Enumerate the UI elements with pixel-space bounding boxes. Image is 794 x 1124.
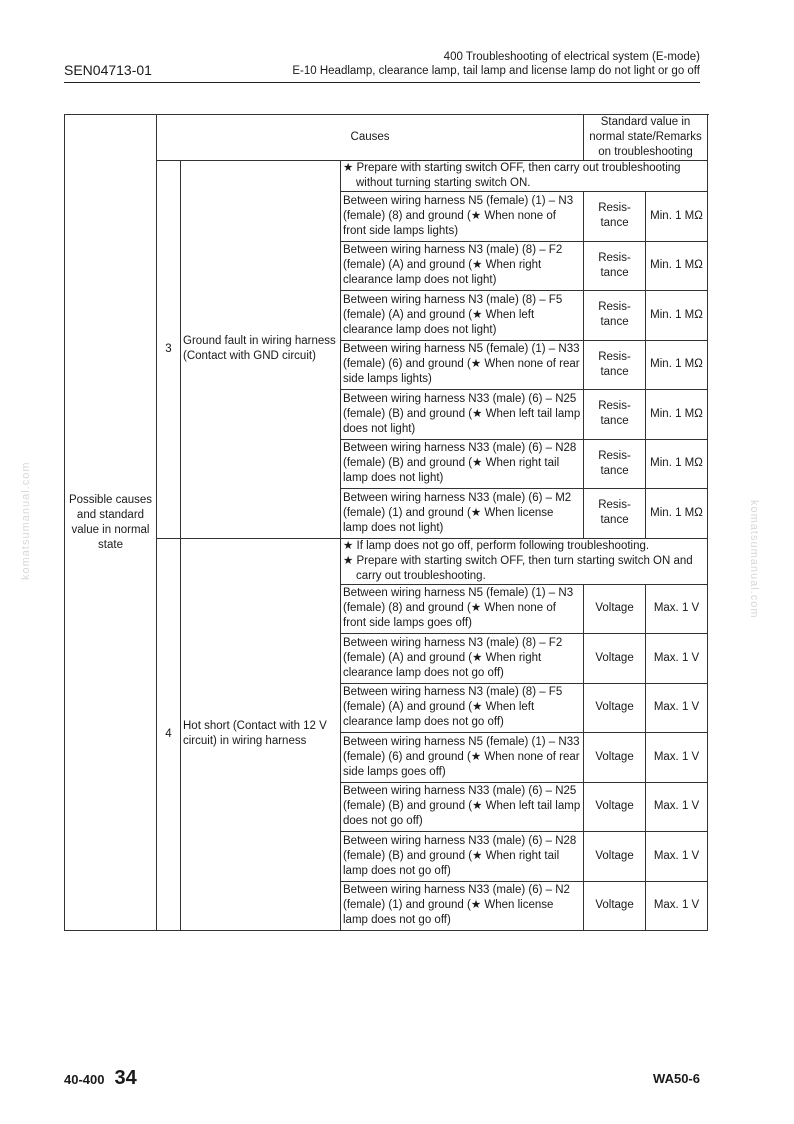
note-row <box>65 161 708 192</box>
cause-number: 4 <box>157 538 181 931</box>
header-rule <box>64 82 700 83</box>
note-row <box>65 538 708 584</box>
check-item: Resis- tance <box>584 192 646 242</box>
standard-value-header: Standard value in normal state/Remarks on troubleshooting <box>584 115 708 161</box>
troubleshooting-note: ★ Prepare with starting switch OFF, then turn starting switch ON and carry out troubleshooting. <box>343 554 693 582</box>
check-item: Voltage <box>584 782 646 832</box>
check-description: Between wiring harness N5 (female) (1) – N3 (female) (8) and ground (★ When none of front side lamps lights) <box>341 192 584 242</box>
check-value: Max. 1 V <box>646 683 708 733</box>
check-value: Min. 1 MΩ <box>646 390 708 440</box>
check-item: Resis- tance <box>584 489 646 539</box>
check-item: Voltage <box>584 683 646 733</box>
check-item: Resis- tance <box>584 390 646 440</box>
check-description: Between wiring harness N33 (male) (6) – N28 (female) (B) and ground (★ When right tail lamp does not go off) <box>341 832 584 882</box>
check-item: Resis- tance <box>584 439 646 489</box>
troubleshooting-table <box>64 114 708 931</box>
check-value: Max. 1 V <box>646 733 708 783</box>
page-prefix: 40-400 <box>64 1072 105 1087</box>
page-number <box>64 1067 137 1090</box>
check-description: Between wiring harness N3 (male) (8) – F5 (female) (A) and ground (★ When left clearance lamp does not light) <box>341 291 584 341</box>
troubleshooting-note-cell <box>341 161 708 192</box>
row-label-cell: Possible causes and standard value in normal state <box>65 115 157 931</box>
check-description: Between wiring harness N33 (male) (6) – N2 (female) (1) and ground (★ When license lamp does not go off) <box>341 881 584 931</box>
cause-description: Ground fault in wiring harness (Contact with GND circuit) <box>181 161 341 539</box>
troubleshooting-note-cell <box>341 538 708 584</box>
check-item: Resis- tance <box>584 340 646 390</box>
check-item: Voltage <box>584 881 646 931</box>
check-description: Between wiring harness N5 (female) (1) – N33 (female) (6) and ground (★ When none of rear side lamps lights) <box>341 340 584 390</box>
check-item: Resis- tance <box>584 241 646 291</box>
check-value: Max. 1 V <box>646 881 708 931</box>
check-item: Voltage <box>584 832 646 882</box>
check-value: Max. 1 V <box>646 832 708 882</box>
page-subtitle: E-10 Headlamp, clearance lamp, tail lamp and license lamp do not light or go off <box>292 65 700 77</box>
table-header-row <box>65 115 708 161</box>
section-title: 400 Troubleshooting of electrical system (E-mode) <box>443 51 700 63</box>
check-description: Between wiring harness N5 (female) (1) – N33 (female) (6) and ground (★ When none of rear side lamps goes off) <box>341 733 584 783</box>
check-description: Between wiring harness N33 (male) (6) – M2 (female) (1) and ground (★ When license lamp does not light) <box>341 489 584 539</box>
causes-header: Causes <box>157 115 584 161</box>
check-value: Min. 1 MΩ <box>646 439 708 489</box>
check-value: Min. 1 MΩ <box>646 291 708 341</box>
cause-number: 3 <box>157 161 181 539</box>
check-value: Min. 1 MΩ <box>646 340 708 390</box>
check-description: Between wiring harness N33 (male) (6) – N28 (female) (B) and ground (★ When right tail lamp does not light) <box>341 439 584 489</box>
cause-description: Hot short (Contact with 12 V circuit) in wiring harness <box>181 538 341 931</box>
header-block <box>292 50 700 78</box>
check-item: Voltage <box>584 733 646 783</box>
watermark-right: komatsumanual.com <box>748 500 760 619</box>
check-value: Max. 1 V <box>646 782 708 832</box>
check-item: Voltage <box>584 634 646 684</box>
page-num: 34 <box>114 1067 137 1089</box>
check-value: Max. 1 V <box>646 634 708 684</box>
document-code: SEN04713-01 <box>64 62 152 78</box>
check-description: Between wiring harness N33 (male) (6) – N25 (female) (B) and ground (★ When left tail lamp does not light) <box>341 390 584 440</box>
check-description: Between wiring harness N3 (male) (8) – F2 (female) (A) and ground (★ When right clearance lamp does not light) <box>341 241 584 291</box>
troubleshooting-note: ★ If lamp does not go off, perform following troubleshooting. <box>343 539 650 552</box>
check-description: Between wiring harness N33 (male) (6) – N25 (female) (B) and ground (★ When left tail lamp does not go off) <box>341 782 584 832</box>
watermark-left: komatsumanual.com <box>20 461 32 580</box>
check-description: Between wiring harness N3 (male) (8) – F2 (female) (A) and ground (★ When right clearance lamp does not go off) <box>341 634 584 684</box>
troubleshooting-note: ★ Prepare with starting switch OFF, then carry out troubleshooting without turning starting switch ON. <box>343 162 681 189</box>
check-value: Min. 1 MΩ <box>646 241 708 291</box>
check-description: Between wiring harness N3 (male) (8) – F5 (female) (A) and ground (★ When left clearance lamp does not go off) <box>341 683 584 733</box>
model-code: WA50-6 <box>653 1071 700 1086</box>
check-description: Between wiring harness N5 (female) (1) – N3 (female) (8) and ground (★ When none of front side lamps goes off) <box>341 584 584 634</box>
check-item: Voltage <box>584 584 646 634</box>
check-value: Min. 1 MΩ <box>646 192 708 242</box>
check-item: Resis- tance <box>584 291 646 341</box>
check-value: Max. 1 V <box>646 584 708 634</box>
check-value: Min. 1 MΩ <box>646 489 708 539</box>
